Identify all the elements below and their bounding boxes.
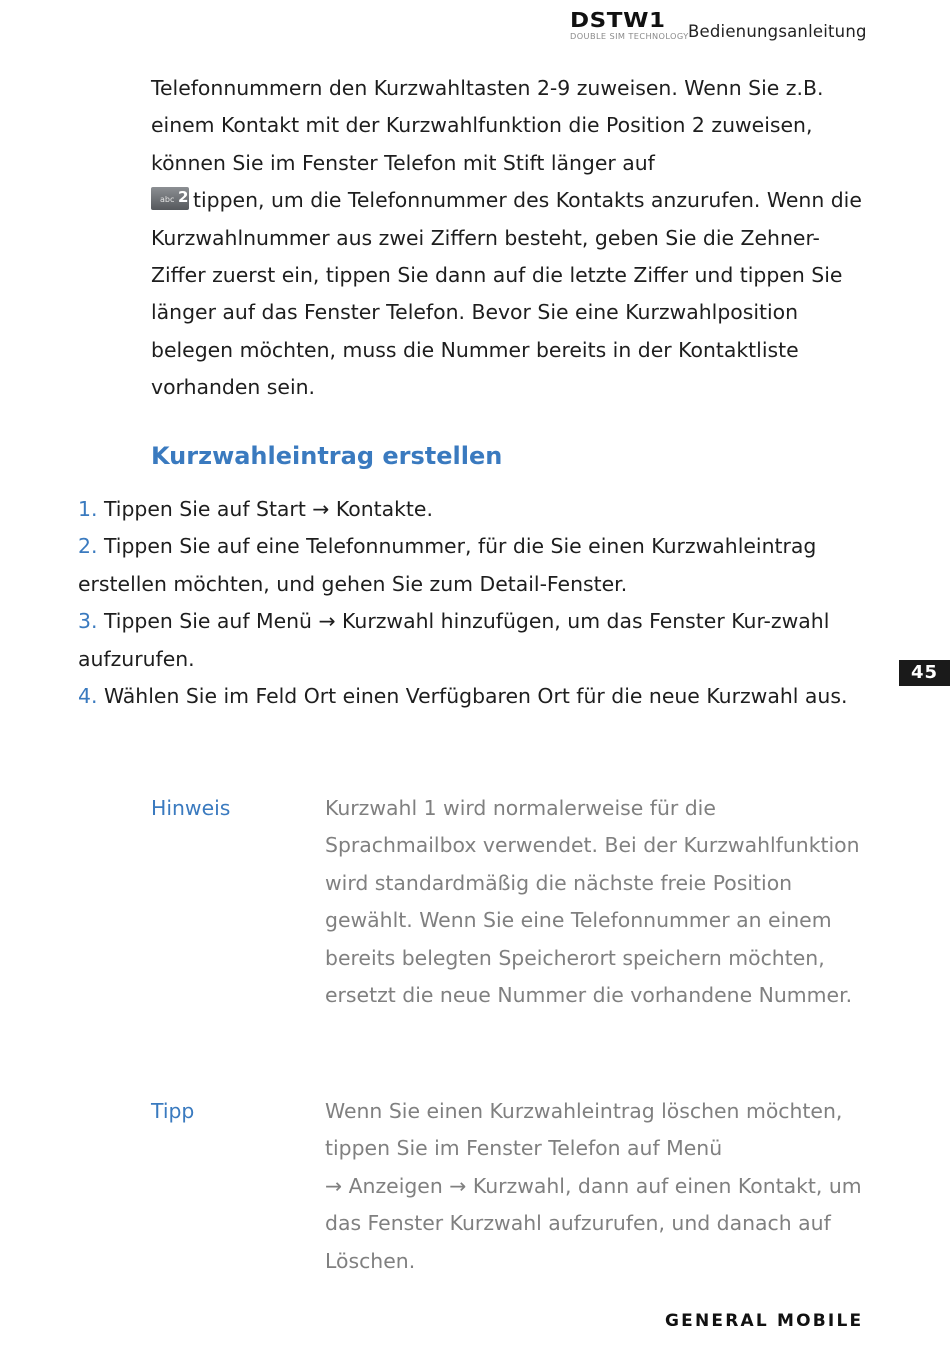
note-text: Anzeigen bbox=[348, 1173, 443, 1198]
step-text: Wählen Sie im Feld Ort einen Verfügbaren Ort für die neue Kurzwahl aus. bbox=[103, 684, 848, 709]
abc2-key-letters: abc bbox=[160, 195, 175, 205]
note-body: Kurzwahl 1 wird normalerweise für die Sprachmailbox verwendet. Bei der Kurzwahlfunktion wird standardmäßig die nächste freie Position gewählt. Wenn Sie eine Telefonnummer an einem bereits belegten Speicherort speichern möchten, ersetzt die neue Nummer die vorhandene Nummer. bbox=[325, 796, 860, 1008]
step-number: 1. bbox=[78, 497, 98, 521]
step-3 bbox=[78, 603, 878, 678]
section-title: Kurzwahleintrag erstellen bbox=[151, 442, 503, 470]
step-number: 2. bbox=[78, 534, 98, 559]
logo-text: DSTW1 bbox=[570, 8, 666, 32]
step-2 bbox=[78, 528, 878, 603]
page-number: 45 bbox=[899, 660, 950, 686]
steps-list bbox=[78, 491, 878, 715]
note-body bbox=[325, 1093, 873, 1280]
arrow-icon: → bbox=[318, 609, 336, 634]
intro-text-end: tippen, um die Telefonnummer des Kontakts anzurufen. Wenn die Kurzwahlnummer aus zwei Ziffern besteht, geben Sie die Zehner-Ziffer zuerst ein, tippen Sie dann auf die letzte Ziffer und tippen Sie länger auf das Fenster Telefon. Bevor Sie eine Kurzwahlposition belegen möchten, muss die Nummer bereits in der Kontaktliste vorhanden sein. bbox=[151, 188, 862, 400]
step-1 bbox=[78, 491, 878, 528]
note-label: Tipp bbox=[151, 1099, 195, 1123]
brand-logo bbox=[570, 10, 689, 41]
step-text: Tippen Sie auf eine Telefonnummer, für die Sie einen Kurzwahleintrag erstellen möchten, und gehen Sie zum Detail-Fenster. bbox=[78, 534, 817, 596]
arrow-icon: → bbox=[325, 1173, 343, 1198]
step-text: Tippen Sie auf Start bbox=[103, 497, 306, 521]
abc2-key-digit: 2 bbox=[178, 188, 189, 207]
step-text: Kontakte. bbox=[335, 497, 433, 521]
note-label: Hinweis bbox=[151, 796, 231, 820]
intro-paragraph bbox=[151, 70, 871, 407]
document-type: Bedienungsanleitung bbox=[688, 22, 867, 41]
step-4 bbox=[78, 678, 878, 715]
step-text: Kurzwahl hinzufügen, um das Fenster Kur-zwahl aufzurufen. bbox=[78, 609, 830, 671]
arrow-icon: → bbox=[312, 497, 330, 521]
step-text: Tippen Sie auf Menü bbox=[103, 609, 312, 634]
footer-brand-logo: GENERAL MOBILE bbox=[665, 1311, 864, 1331]
arrow-icon: → bbox=[449, 1173, 467, 1198]
note-text: Wenn Sie einen Kurzwahleintrag löschen möchten, tippen Sie im Fenster Telefon auf Menü bbox=[325, 1099, 843, 1161]
step-number: 3. bbox=[78, 609, 98, 634]
intro-text-start: Telefonnummern den Kurzwahltasten 2-9 zuweisen. Wenn Sie z.B. einem Kontakt mit der Kurzwahlfunktion die Position 2 zuweisen, können Sie im Fenster Telefon mit Stift länger auf bbox=[151, 76, 824, 175]
logo-subtitle: DOUBLE SIM TECHNOLOGY bbox=[570, 31, 689, 41]
page-header bbox=[570, 10, 870, 50]
step-number: 4. bbox=[78, 684, 98, 709]
note-text: Kurzwahl, dann auf einen Kontakt, um das Fenster Kurzwahl aufzurufen, und danach auf Löschen. bbox=[325, 1173, 862, 1273]
abc2-key-icon bbox=[151, 187, 189, 210]
